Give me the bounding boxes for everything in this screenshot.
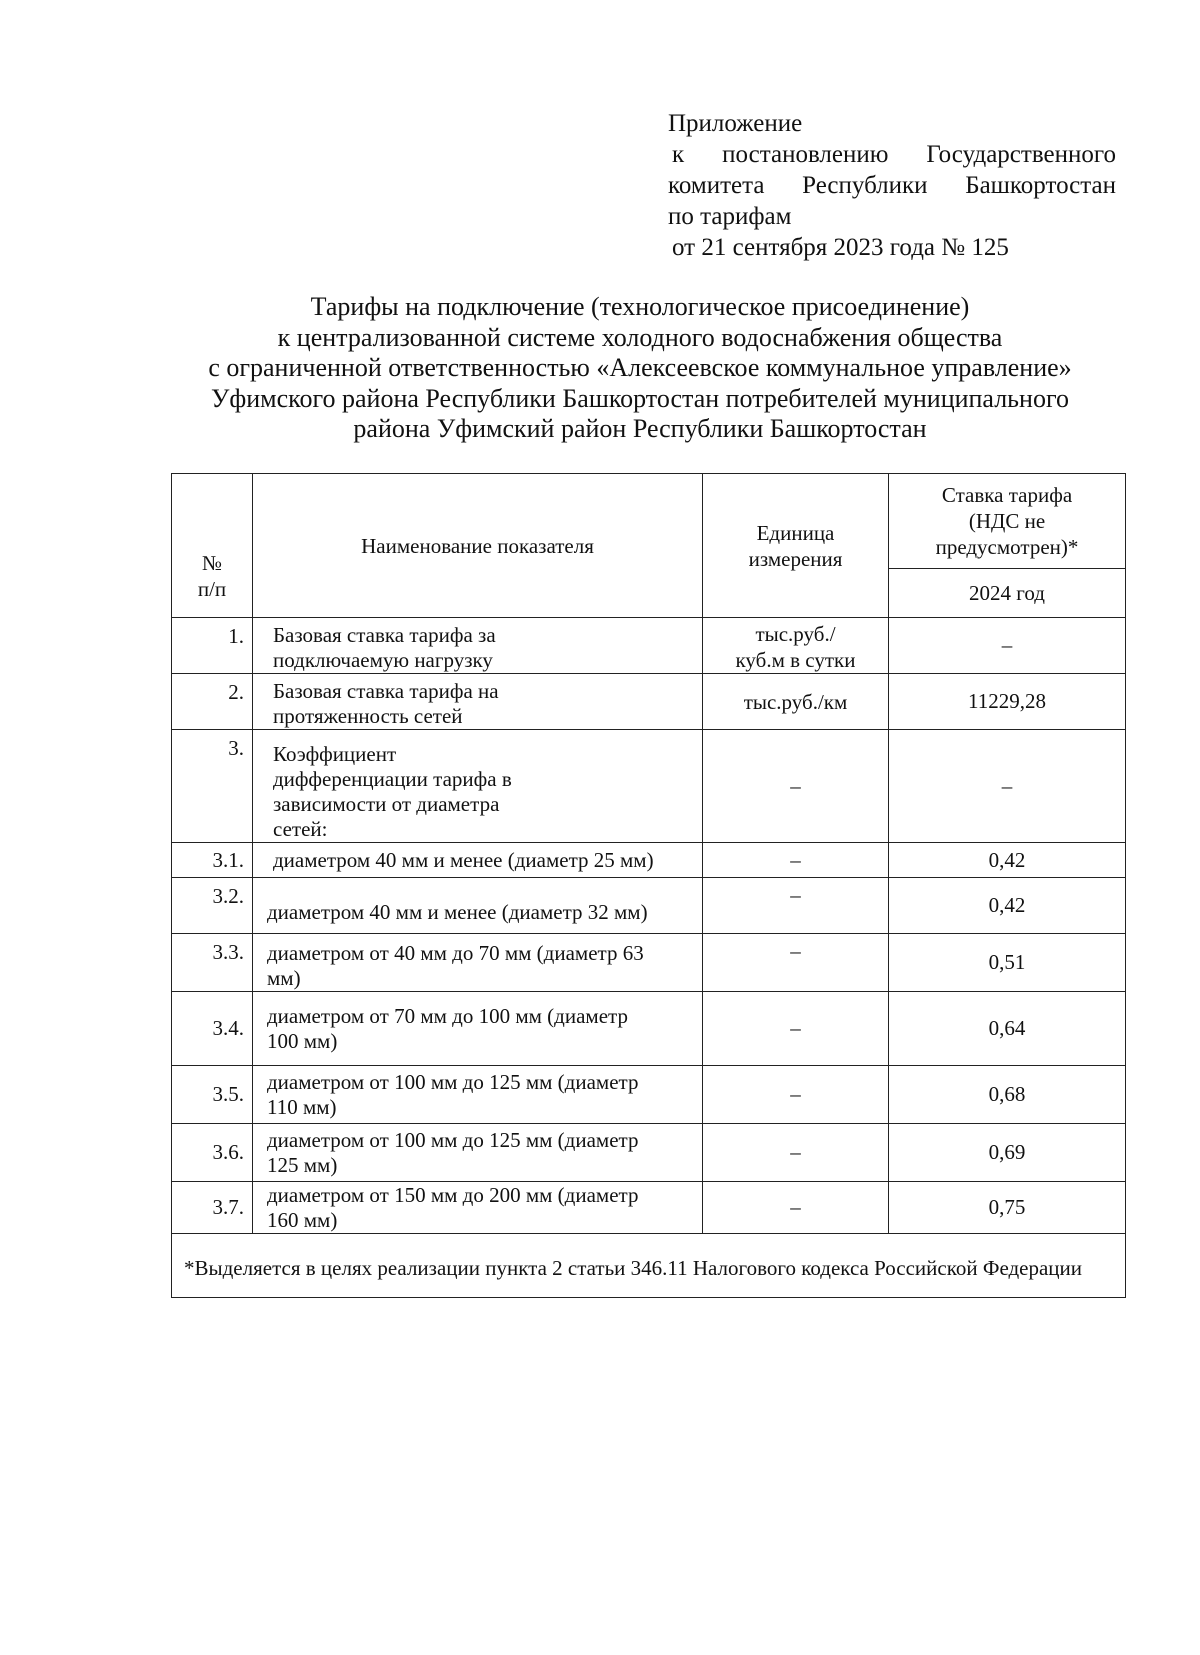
header-rate xyxy=(889,474,1126,569)
row-unit: – xyxy=(703,934,889,992)
appendix-tariffs-line: по тарифам xyxy=(668,203,792,230)
table-row xyxy=(172,878,1126,934)
row-rate: 0,69 xyxy=(889,1124,1126,1182)
row-number: 3.4. xyxy=(172,992,253,1066)
document-title xyxy=(150,292,1130,445)
row-number: 1. xyxy=(172,618,253,674)
row-unit xyxy=(703,674,889,730)
row-name xyxy=(253,878,703,934)
header-row xyxy=(172,474,1126,569)
row-name-line: подключаемую нагрузку xyxy=(273,648,493,672)
title-line: с ограниченной ответственностью «Алексеевское коммунальное управление» xyxy=(208,353,1072,382)
row-name-line: дифференциации тарифа в xyxy=(273,767,512,791)
row-name-line: Базовая ставка тарифа на xyxy=(273,679,499,703)
title-line: Тарифы на подключение (технологическое присоединение) xyxy=(310,292,970,321)
row-unit-line: куб.м в сутки xyxy=(735,648,856,672)
header-rate-line: (НДС не xyxy=(968,509,1046,533)
title-line: к централизованной системе холодного водоснабжения общества xyxy=(277,322,1003,352)
appendix-word: комитета xyxy=(668,172,765,199)
row-unit: – xyxy=(703,1124,889,1182)
table-row xyxy=(172,1066,1126,1124)
row-number: 2. xyxy=(172,674,253,730)
appendix-word: Башкортостан xyxy=(965,172,1116,199)
table-row xyxy=(172,674,1126,730)
row-name-line: протяженность сетей xyxy=(273,704,463,728)
footnote: *Выделяется в целях реализации пункта 2 статьи 346.11 Налогового кодекса Российской Федерации xyxy=(172,1234,1126,1298)
row-name-line: диаметром 40 мм и менее (диаметр 32 мм) xyxy=(267,900,648,924)
appendix-word: Республики xyxy=(802,172,928,199)
row-rate: 0,51 xyxy=(889,934,1126,992)
row-name-line: диаметром от 70 мм до 100 мм (диаметр xyxy=(267,1003,628,1028)
row-name xyxy=(253,934,703,992)
row-name-line: диаметром от 40 мм до 70 мм (диаметр 63 xyxy=(267,941,644,965)
appendix-committee-line xyxy=(668,170,1116,201)
row-name xyxy=(253,674,703,730)
row-unit: – xyxy=(703,843,889,878)
row-name xyxy=(253,843,703,878)
tariff-table xyxy=(171,473,1126,1298)
appendix-date-line: от 21 сентября 2023 года № 125 xyxy=(672,234,1009,261)
row-rate: 11229,28 xyxy=(889,674,1126,730)
header-rate-line: Ставка тарифа xyxy=(941,483,1073,507)
row-rate: 0,68 xyxy=(889,1066,1126,1124)
row-unit: – xyxy=(703,1066,889,1124)
footnote-row xyxy=(172,1234,1126,1298)
row-name-line: 110 мм) xyxy=(267,1094,337,1119)
row-unit-line: тыс.руб./км xyxy=(743,689,848,714)
header-year: 2024 год xyxy=(889,569,1126,618)
header-num xyxy=(172,474,253,618)
table-row xyxy=(172,730,1126,843)
header-num-line: п/п xyxy=(197,576,227,601)
table-row xyxy=(172,992,1126,1066)
row-name-line: зависимости от диаметра xyxy=(273,792,500,816)
row-number: 3.5. xyxy=(172,1066,253,1124)
row-number: 3.2. xyxy=(172,878,253,934)
row-unit: – xyxy=(703,992,889,1066)
header-unit xyxy=(703,474,889,618)
header-name: Наименование показателя xyxy=(253,474,703,618)
table-row xyxy=(172,1124,1126,1182)
row-name-line: диаметром от 100 мм до 125 мм (диаметр xyxy=(267,1069,639,1094)
row-number: 3.3. xyxy=(172,934,253,992)
row-rate: 0,42 xyxy=(889,843,1126,878)
header-rate-line: предусмотрен)* xyxy=(935,535,1079,559)
appendix-block xyxy=(668,108,1116,263)
appendix-word: Государственного xyxy=(926,141,1116,168)
row-rate: 0,42 xyxy=(889,878,1126,934)
row-unit: – xyxy=(703,878,889,934)
appendix-resolution-line xyxy=(668,139,1116,170)
title-line: района Уфимский район Республики Башкортостан xyxy=(353,414,927,443)
row-name xyxy=(253,992,703,1066)
row-name-line: 160 мм) xyxy=(267,1207,338,1232)
row-rate: 0,64 xyxy=(889,992,1126,1066)
row-rate: – xyxy=(889,618,1126,674)
row-name-line: мм) xyxy=(267,966,301,990)
row-name xyxy=(253,1124,703,1182)
row-number: 3. xyxy=(172,730,253,843)
row-number: 3.1. xyxy=(172,843,253,878)
row-name xyxy=(253,730,703,843)
row-unit xyxy=(703,618,889,674)
appendix-label: Приложение xyxy=(668,110,803,137)
row-name-line: Базовая ставка тарифа за xyxy=(273,623,496,647)
appendix-word: постановлению xyxy=(722,141,889,168)
table-row xyxy=(172,618,1126,674)
table-row xyxy=(172,1182,1126,1234)
row-rate: – xyxy=(889,730,1126,843)
row-unit: – xyxy=(703,1182,889,1234)
row-name-line: диаметром от 150 мм до 200 мм (диаметр xyxy=(267,1182,639,1207)
row-name-line: Коэффициент xyxy=(273,742,397,766)
row-name xyxy=(253,1182,703,1234)
row-number: 3.6. xyxy=(172,1124,253,1182)
appendix-word: к xyxy=(672,141,685,168)
header-num-line: № xyxy=(201,550,223,575)
row-number: 3.7. xyxy=(172,1182,253,1234)
row-name xyxy=(253,618,703,674)
row-name-line: диаметром 40 мм и менее (диаметр 25 мм) xyxy=(273,847,654,872)
row-name-line: 100 мм) xyxy=(267,1028,338,1053)
row-unit-line: тыс.руб./ xyxy=(755,622,836,646)
row-name-line: сетей: xyxy=(273,817,328,841)
row-name-line: диаметром от 100 мм до 125 мм (диаметр xyxy=(267,1127,639,1152)
header-unit-line: Единица xyxy=(756,520,835,545)
row-name xyxy=(253,1066,703,1124)
row-rate: 0,75 xyxy=(889,1182,1126,1234)
table-row xyxy=(172,934,1126,992)
header-unit-line: измерения xyxy=(748,546,843,571)
title-line: Уфимского района Республики Башкортостан потребителей муниципального xyxy=(211,383,1069,413)
table-row xyxy=(172,843,1126,878)
row-name-line: 125 мм) xyxy=(267,1152,338,1177)
row-unit: – xyxy=(703,730,889,843)
